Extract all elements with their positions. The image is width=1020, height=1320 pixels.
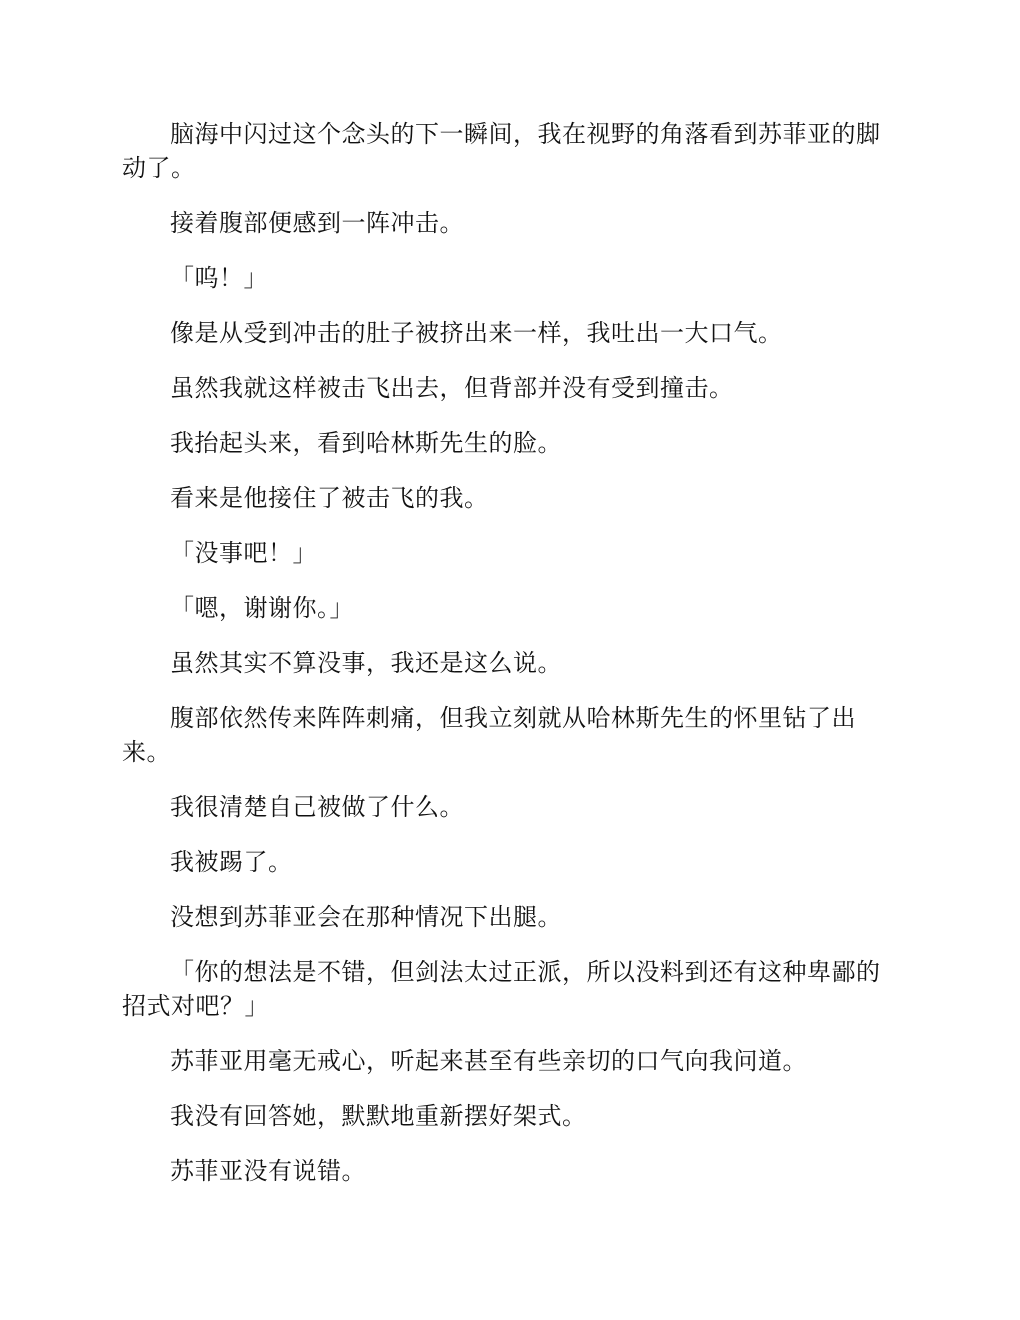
paragraph-5: 虽然我就这样被击飞出去，但背部并没有受到撞击。 bbox=[170, 374, 734, 402]
paragraph-4: 像是从受到冲击的肚子被挤出来一样，我吐出一大口气。 bbox=[170, 319, 783, 347]
paragraph-6: 我抬起头来，看到哈林斯先生的脸。 bbox=[170, 429, 562, 457]
paragraph-16: 苏菲亚用毫无戒心，听起来甚至有些亲切的口气向我问道。 bbox=[170, 1047, 807, 1075]
document-page bbox=[122, 117, 898, 1209]
paragraph-10: 虽然其实不算没事，我还是这么说。 bbox=[170, 649, 562, 677]
paragraph-8: 「没事吧！」 bbox=[170, 539, 317, 567]
paragraph-2: 接着腹部便感到一阵冲击。 bbox=[170, 209, 464, 237]
paragraph-13: 我被踢了。 bbox=[170, 848, 293, 876]
paragraph-1: 脑海中闪过这个念头的下一瞬间，我在视野的角落看到苏菲亚的脚动了。 bbox=[122, 120, 881, 182]
paragraph-18: 苏菲亚没有说错。 bbox=[170, 1157, 366, 1185]
paragraph-15: 「你的想法是不错，但剑法太过正派，所以没料到还有这种卑鄙的招式对吧？」 bbox=[122, 958, 881, 1020]
paragraph-7: 看来是他接住了被击飞的我。 bbox=[170, 484, 489, 512]
paragraph-17: 我没有回答她，默默地重新摆好架式。 bbox=[170, 1102, 587, 1130]
paragraph-12: 我很清楚自己被做了什么。 bbox=[170, 793, 464, 821]
paragraph-11: 腹部依然传来阵阵刺痛，但我立刻就从哈林斯先生的怀里钻了出来。 bbox=[122, 704, 856, 766]
paragraph-9: 「嗯，谢谢你。」 bbox=[170, 594, 354, 622]
paragraph-14: 没想到苏菲亚会在那种情况下出腿。 bbox=[170, 903, 562, 931]
paragraph-3: 「呜！」 bbox=[170, 264, 268, 292]
